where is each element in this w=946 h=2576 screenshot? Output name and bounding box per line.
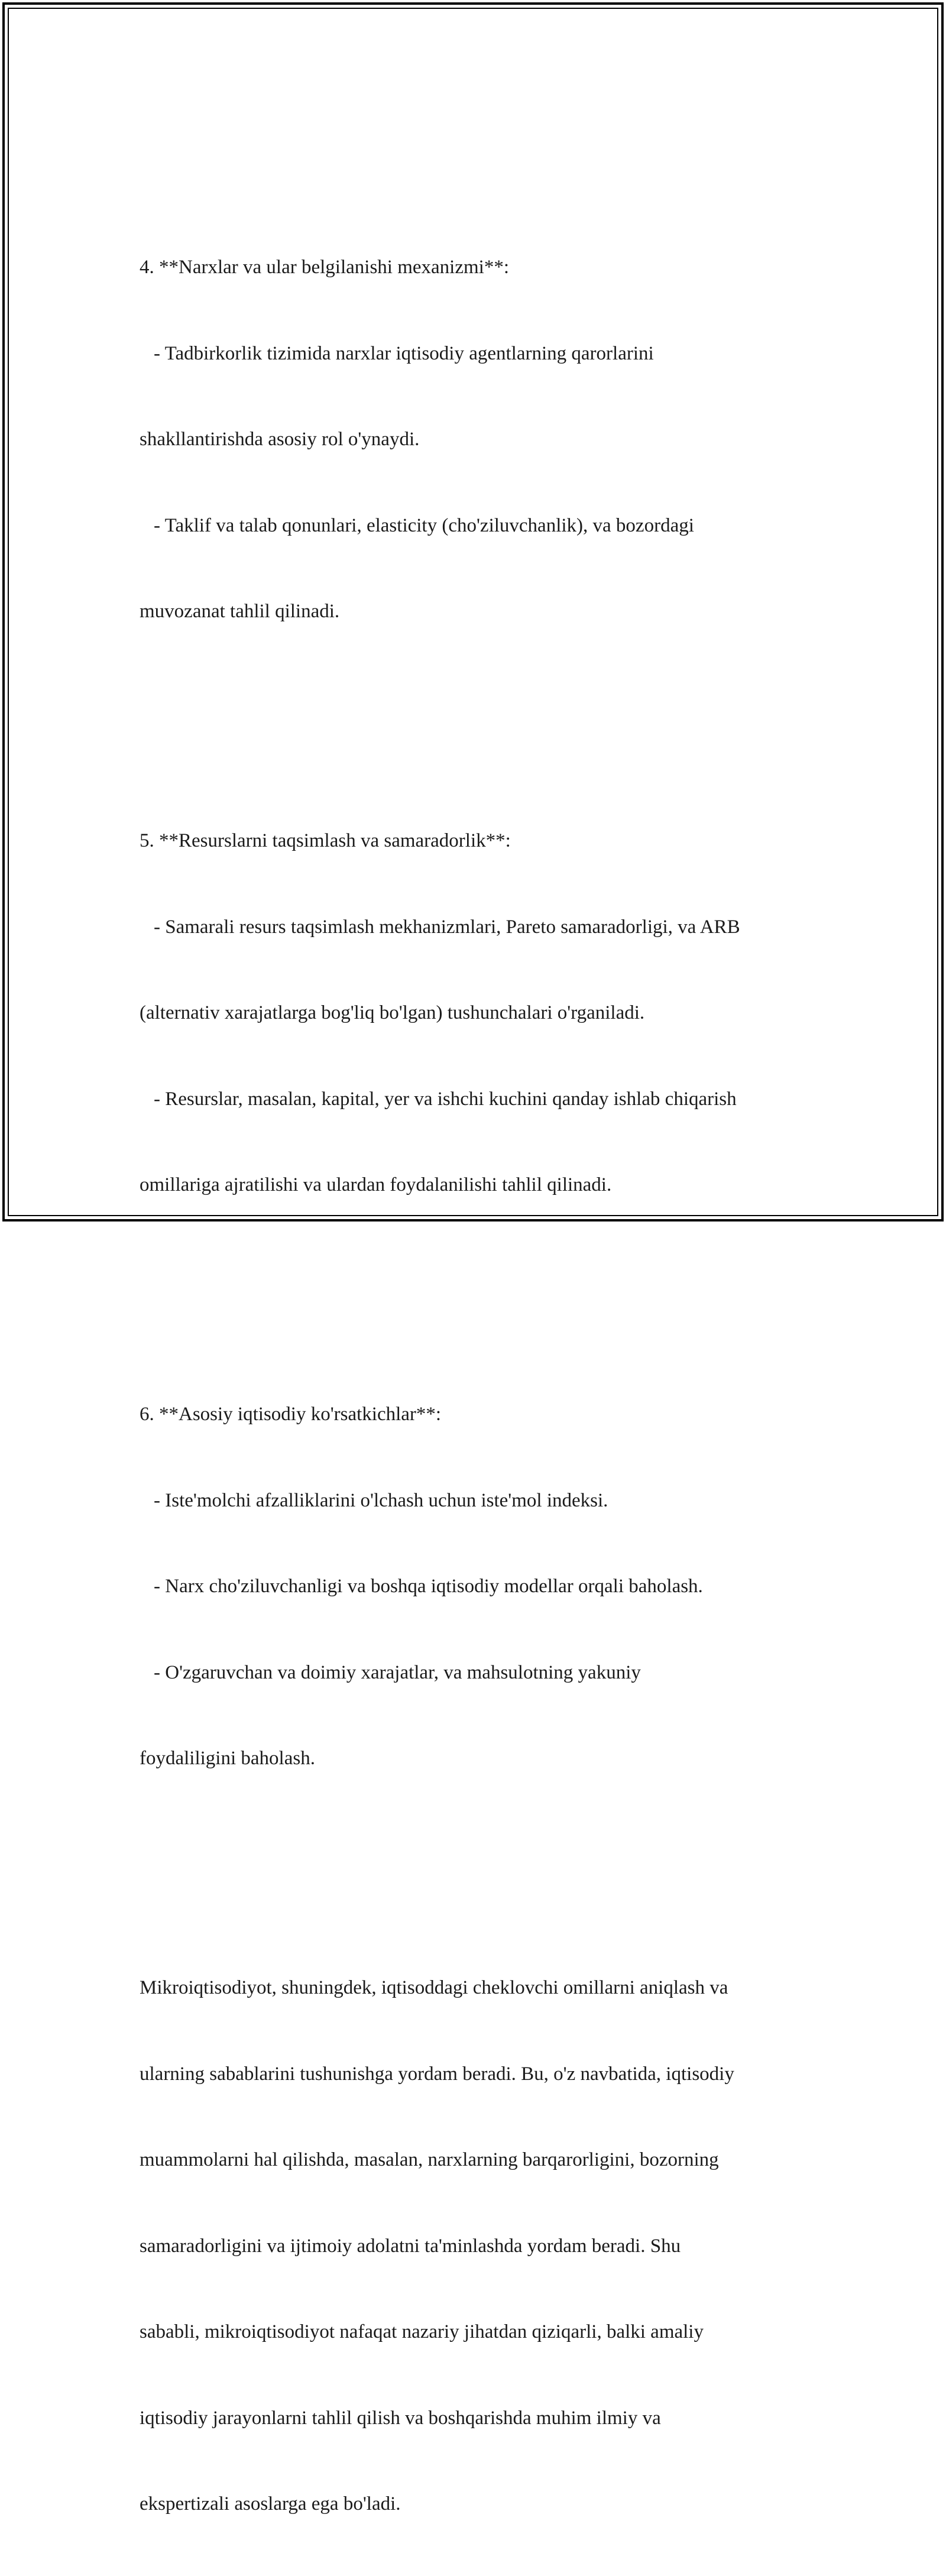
bullet-line-continuation: (alternativ xarajatlarga bog'liq bo'lgan) tushunchalari o'rganiladi. [140, 1002, 645, 1023]
section-heading: 5. **Resurslarni taqsimlash va samaradorlik**: [140, 830, 511, 851]
bullet-line: - Taklif va talab qonunlari, elasticity (cho'ziluvchanlik), va bozordagi [154, 514, 694, 536]
paragraph-line: muammolarni hal qilishda, masalan, narxlarning barqarorligini, bozorning [140, 2149, 719, 2170]
paragraph-line: sababli, mikroiqtisodiyot nafaqat nazariy jihatdan qiziqarli, balki amaliy [140, 2321, 704, 2342]
section-heading: 6. **Asosiy iqtisodiy ko'rsatkichlar**: [140, 1404, 442, 1425]
bullet-line: - Resurslar, masalan, kapital, yer va ishchi kuchini qanday ishlab chiqarish [154, 1088, 737, 1110]
bullet-line-continuation: omillariga ajratilishi va ulardan foydalanilishi tahlil qilinadi. [140, 1174, 612, 1195]
bullet-line: - Narx cho'ziluvchanligi va boshqa iqtisodiy modellar orqali baholash. [154, 1576, 703, 1597]
bullet-line-continuation: muvozanat tahlil qilinadi. [140, 601, 340, 622]
paragraph-gap [140, 1830, 819, 1859]
paragraph-gap [140, 1257, 819, 1286]
paragraph-line: Mikroiqtisodiyot, shuningdek, iqtisoddagi cheklovchi omillarni aniqlash va [140, 1977, 728, 1998]
bullet-line-continuation: shakllantirishda asosiy rol o'ynaydi. [140, 429, 420, 450]
bullet-line-continuation: foydaliligini baholash. [140, 1748, 315, 1769]
paragraph-gap [140, 683, 819, 712]
bullet-line: - Tadbirkorlik tizimida narxlar iqtisodiy agentlarning qarorlarini [154, 342, 654, 364]
paragraph-line: iqtisodiy jarayonlarni tahlil qilish va boshqarishda muhim ilmiy va [140, 2407, 661, 2429]
bullet-line: - O'zgaruvchan va doimiy xarajatlar, va mahsulotning yakuniy [154, 1661, 641, 1683]
bullet-line: - Iste'molchi afzalliklarini o'lchash uchun iste'mol indeksi. [154, 1489, 608, 1511]
document-body [140, 138, 819, 2576]
section-heading: 4. **Narxlar va ular belgilanishi mexanizmi**: [140, 257, 509, 278]
bullet-line: - Samarali resurs taqsimlash mekhanizmlari, Pareto samaradorligi, va ARB [154, 916, 740, 938]
paragraph-line: ularning sabablarini tushunishga yordam beradi. Bu, o'z navbatida, iqtisodiy [140, 2063, 734, 2085]
paragraph-line: ekspertizali asoslarga ega bo'ladi. [140, 2493, 401, 2515]
paragraph-line: samaradorligini va ijtimoiy adolatni ta'minlashda yordam beradi. Shu [140, 2235, 681, 2257]
